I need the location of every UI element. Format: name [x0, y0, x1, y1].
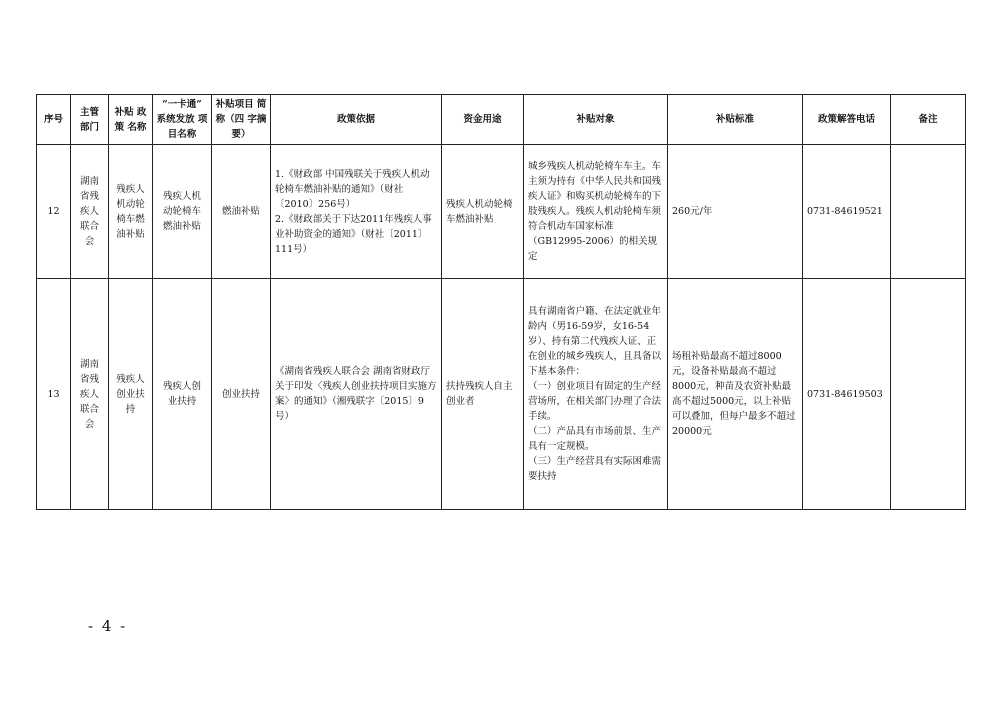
- cell-remark: [891, 145, 966, 279]
- cell-serial-no: 12: [37, 145, 71, 279]
- cell-subsidy-standard: 场租补贴最高不超过8000元，设备补贴最高不超过8000元，种苗及农资补贴最高不超过5000元，以上补贴可以叠加，但每户最多不超过20000元: [668, 279, 803, 510]
- cell-policy-basis: 1.《财政部 中国残联关于残疾人机动轮椅车燃油补贴的通知》（财社〔2010〕256号） 2.《财政部关于下达2011年残疾人事业补助资金的通知》（财社〔2011〕111号）: [271, 145, 442, 279]
- cell-subsidy-target: 城乡残疾人机动轮椅车车主。车主须为持有《中华人民共和国残疾人证》和购买机动轮椅车的下肢残疾人。残疾人机动轮椅车须符合机动车国家标准（GB12995-2006）的相关规定: [524, 145, 668, 279]
- table-row: [37, 279, 966, 510]
- cell-phone: 0731-84619521: [803, 145, 891, 279]
- subsidy-policy-table: [36, 94, 966, 510]
- header-fund-usage: 资金用途: [442, 95, 524, 145]
- cell-subsidy-standard: 260元/年: [668, 145, 803, 279]
- cell-policy-name: 残疾人 机动轮 椅车燃 油补贴: [109, 145, 153, 279]
- header-card-item: “一卡通” 系统发放 项目名称: [153, 95, 212, 145]
- cell-policy-name: 残疾人 创业扶 持: [109, 279, 153, 510]
- cell-fund-usage: 扶持残疾人自主创业者: [442, 279, 524, 510]
- header-short-name: 补贴项目 简称（四 字摘要）: [212, 95, 271, 145]
- cell-card-item: 残疾人创 业扶持: [153, 279, 212, 510]
- table-header-row: [37, 95, 966, 145]
- cell-phone: 0731-84619503: [803, 279, 891, 510]
- cell-remark: [891, 279, 966, 510]
- cell-short-name: 创业扶持: [212, 279, 271, 510]
- header-remark: 备注: [891, 95, 966, 145]
- table-row: [37, 145, 966, 279]
- cell-card-item: 残疾人机 动轮椅车 燃油补贴: [153, 145, 212, 279]
- cell-serial-no: 13: [37, 279, 71, 510]
- header-policy-name: 补贴 政策 名称: [109, 95, 153, 145]
- header-serial-no: 序号: [37, 95, 71, 145]
- header-policy-basis: 政策依据: [271, 95, 442, 145]
- header-subsidy-standard: 补贴标准: [668, 95, 803, 145]
- header-subsidy-target: 补贴对象: [524, 95, 668, 145]
- cell-department: 湖南 省残 疾人 联合 会: [71, 279, 109, 510]
- cell-subsidy-target: 具有湖南省户籍、在法定就业年龄内（男16-59岁，女16-54岁）、持有第二代残疾人证、正在创业的城乡残疾人，且具备以下基本条件： （一）创业项目有固定的生产经营场所，在相关部门办理了合法手续。 （二）产品具有市场前景、生产具有一定规模。 （三）生产经营具有实际困难需要扶持: [524, 279, 668, 510]
- cell-fund-usage: 残疾人机动轮椅车燃油补贴: [442, 145, 524, 279]
- cell-short-name: 燃油补贴: [212, 145, 271, 279]
- cell-policy-basis: 《湖南省残疾人联合会 湖南省财政厅关于印发〈残疾人创业扶持项目实施方案〉的通知》（湘残联字〔2015〕9号）: [271, 279, 442, 510]
- header-phone: 政策解答电话: [803, 95, 891, 145]
- cell-department: 湖南 省残 疾人 联合 会: [71, 145, 109, 279]
- header-department: 主管 部门: [71, 95, 109, 145]
- page-number: - 4 -: [88, 617, 128, 635]
